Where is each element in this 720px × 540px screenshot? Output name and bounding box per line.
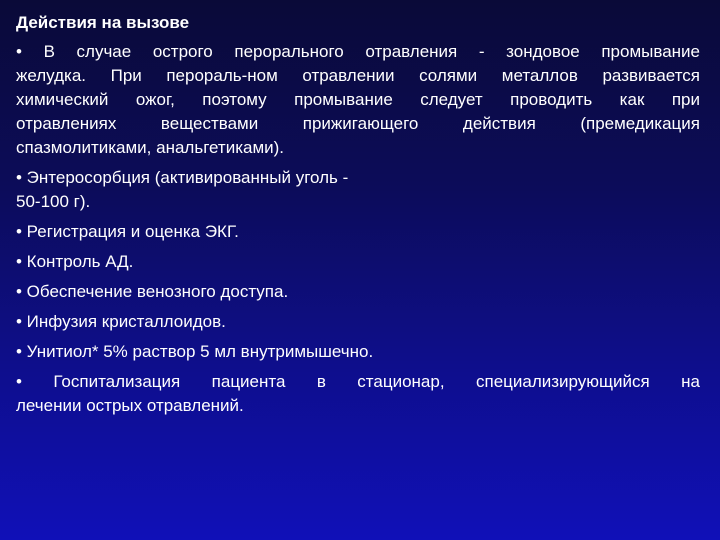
text-line: • Госпитализация пациента в стационар, специализирующийся на xyxy=(16,372,700,391)
list-item-gastric-lavage xyxy=(16,40,700,160)
slide-title: Действия на вызове xyxy=(16,13,190,32)
text-line: химический ожог, поэтому промывание следует проводить как при xyxy=(16,90,700,109)
text-line: лечении острых отравлений. xyxy=(16,396,244,415)
text-line: отравлениях веществами прижигающего действия (премедикация xyxy=(16,114,700,133)
text-line: • Регистрация и оценка ЭКГ. xyxy=(16,222,239,241)
slide-content xyxy=(16,12,700,424)
list-item-venous-access xyxy=(16,280,700,304)
text-line: • Энтеросорбция (активированный уголь - xyxy=(16,168,349,187)
text-line: • Унитиол* 5% раствор 5 мл внутримышечно. xyxy=(16,342,374,361)
list-item-ecg xyxy=(16,220,700,244)
text-line: спазмолитиками, анальгетиками). xyxy=(16,138,285,157)
list-item-enterosorption xyxy=(16,166,700,214)
list-item-hospitalization xyxy=(16,370,700,418)
text-line: желудка. При перораль-ном отравлении солями металлов развивается xyxy=(16,66,700,85)
text-line: 50-100 г). xyxy=(16,192,91,211)
text-line: • Контроль АД. xyxy=(16,252,134,271)
text-line: • В случае острого перорального отравления - зондовое промывание xyxy=(16,42,700,61)
text-line: • Инфузия кристаллоидов. xyxy=(16,312,226,331)
list-item-unithiol xyxy=(16,340,700,364)
text-line: • Обеспечение венозного доступа. xyxy=(16,282,289,301)
list-item-blood-pressure xyxy=(16,250,700,274)
list-item-infusion xyxy=(16,310,700,334)
